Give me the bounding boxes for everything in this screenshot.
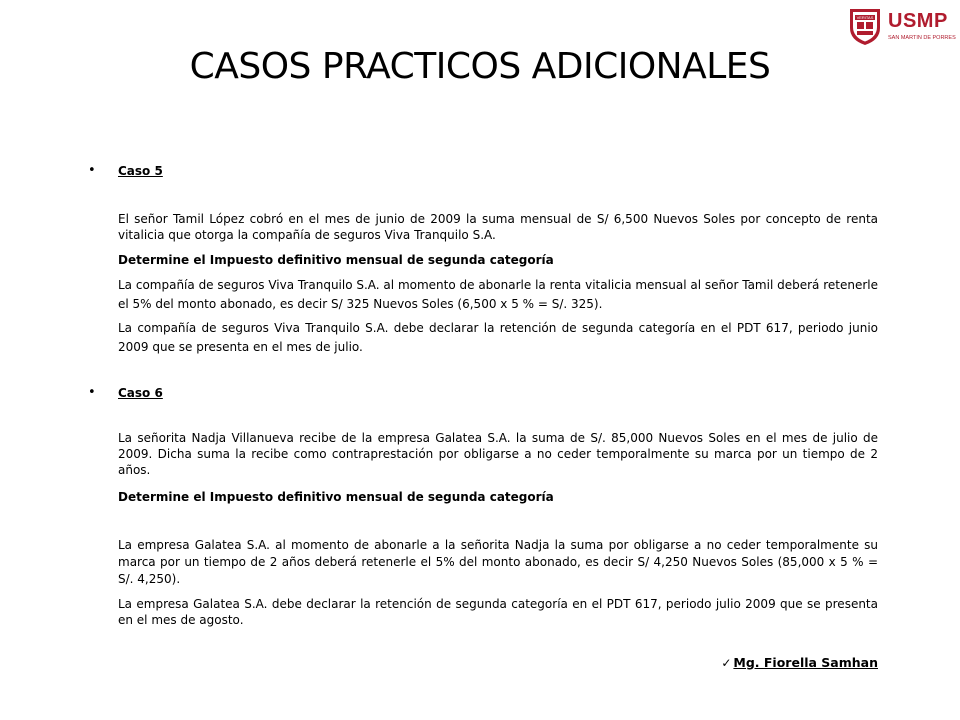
- signature-name: Mg. Fiorella Samhan: [733, 655, 878, 670]
- slide-title: CASOS PRACTICOS ADICIONALES: [189, 46, 771, 87]
- case6-paragraph-3: La empresa Galatea S.A. debe declarar la retención de segunda categoría en el PDT 617, periodo julio 2009 que se presenta en el mes de agosto.: [118, 597, 878, 627]
- case6-paragraph-2: La empresa Galatea S.A. al momento de abonarle a la señorita Nadja la suma por obligarse a no ceder temporalmente su marca por un tiempo de 2 años deberá retenerle el 5% del monto abonado, es decir S/ 4,250 Nuevos Soles (85,000 x 5 % = S/. 4,250).: [118, 538, 878, 586]
- signature: [720, 655, 878, 670]
- case5-paragraph-3: La compañía de seguros Viva Tranquilo S.A. debe declarar la retención de segunda categoría en el PDT 617, periodo junio 2009 que se presenta en el mes de julio.: [118, 321, 878, 354]
- case6-question: Determine el Impuesto definitivo mensual de segunda categoría: [118, 490, 554, 504]
- bullet: •: [88, 163, 96, 178]
- case5-paragraph-1: El señor Tamil López cobró en el mes de junio de 2009 la suma mensual de S/ 6,500 Nuevos Soles por concepto de renta vitalicia que otorga la compañía de seguros Viva Tranquilo S.A.: [118, 212, 878, 242]
- case6-paragraph-1: La señorita Nadja Villanueva recibe de la empresa Galatea S.A. la suma de S/. 85,000 Nuevos Soles en el mes de julio de 2009. Dicha suma la recibe como contraprestación por obligarse a no ceder temporalmente su marca por un tiempo de 2 años.: [118, 431, 878, 477]
- case5-question: Determine el Impuesto definitivo mensual de segunda categoría: [118, 253, 554, 267]
- logo-subtitle: SAN MARTIN DE PORRES: [888, 35, 956, 41]
- seal-text: VERITAS: [856, 15, 874, 20]
- university-seal-icon: [846, 6, 884, 46]
- case5-heading: Caso 5: [118, 164, 163, 178]
- logo-brand: USMP: [888, 10, 948, 32]
- bullet: •: [88, 385, 96, 400]
- case5-paragraph-2: La compañía de seguros Viva Tranquilo S.A. al momento de abonarle la renta vitalicia mensual al señor Tamil deberá retenerle el 5% del monto abonado, es decir S/ 325 Nuevos Soles (6,500 x 5 % = S/. 325).: [118, 278, 878, 311]
- checkmark-icon: ✓: [721, 656, 732, 670]
- case6-heading: Caso 6: [118, 386, 163, 400]
- usmp-logo: [846, 6, 956, 48]
